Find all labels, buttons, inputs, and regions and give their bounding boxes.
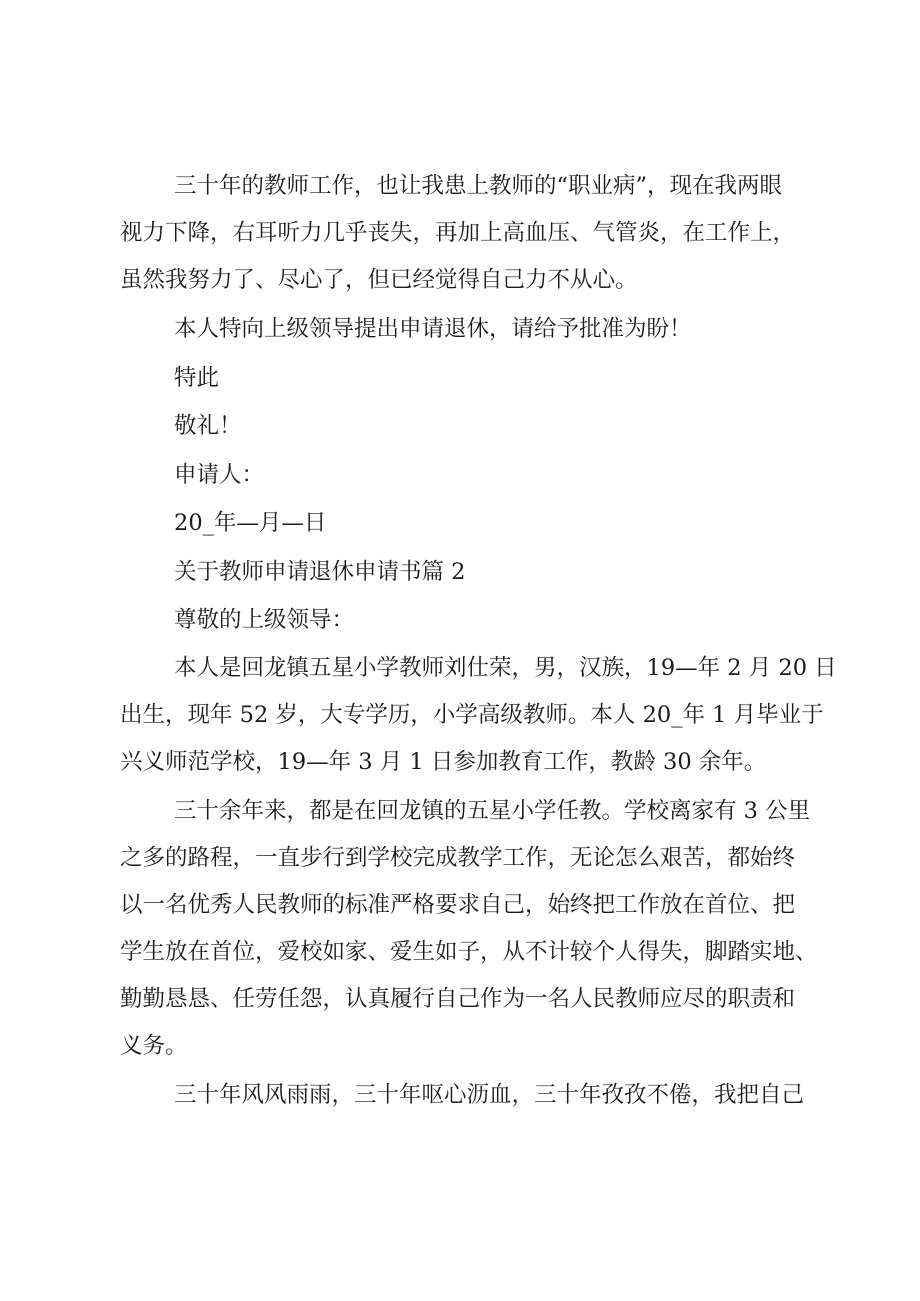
section-title: 关于教师申请退休申请书篇 2 bbox=[174, 559, 466, 585]
paragraph-line: 本人是回龙镇五星小学教师刘仕荣，男，汉族，19—年 2 月 20 日 bbox=[174, 655, 837, 681]
paragraph-line: 视力下降，右耳听力几乎丧失，再加上高血压、气管炎，在工作上， bbox=[120, 220, 796, 246]
date-line: 20_年—月—日 bbox=[174, 510, 327, 536]
paragraph-line: 本人特向上级领导提出申请退休，请给予批准为盼！ bbox=[174, 316, 692, 342]
closing-phrase: 特此 bbox=[174, 365, 220, 391]
greeting: 尊敬的上级领导： bbox=[174, 607, 355, 633]
paragraph-line: 以一名优秀人民教师的标准严格要求自己，始终把工作放在首位、把 bbox=[120, 892, 796, 918]
applicant-label: 申请人： bbox=[174, 462, 265, 488]
paragraph-line: 虽然我努力了、尽心了，但已经觉得自己力不从心。 bbox=[120, 267, 638, 293]
paragraph-line: 兴义师范学校，19—年 3 月 1 日参加教育工作，教龄 30 余年。 bbox=[120, 749, 767, 775]
paragraph-line: 之多的路程，一直步行到学校完成教学工作，无论怎么艰苦，都始终 bbox=[120, 845, 796, 871]
paragraph-line: 义务。 bbox=[120, 1033, 188, 1059]
paragraph-line: 三十余年来，都是在回龙镇的五星小学任教。学校离家有 3 公里 bbox=[174, 798, 811, 824]
paragraph-line: 出生，现年 52 岁，大专学历，小学高级教师。本人 20_年 1 月毕业于 bbox=[120, 702, 824, 728]
salutation-closing: 敬礼！ bbox=[174, 413, 242, 439]
paragraph-line: 三十年的教师工作，也让我患上教师的“职业病”，现在我两眼 bbox=[174, 173, 783, 199]
paragraph-line: 勤勤恳恳、任劳任怨，认真履行自己作为一名人民教师应尽的职责和 bbox=[120, 986, 796, 1012]
paragraph-line: 学生放在首位，爱校如家、爱生如子，从不计较个人得失，脚踏实地、 bbox=[120, 939, 818, 965]
paragraph-line: 三十年风风雨雨，三十年呕心沥血，三十年孜孜不倦，我把自己 bbox=[174, 1082, 805, 1108]
